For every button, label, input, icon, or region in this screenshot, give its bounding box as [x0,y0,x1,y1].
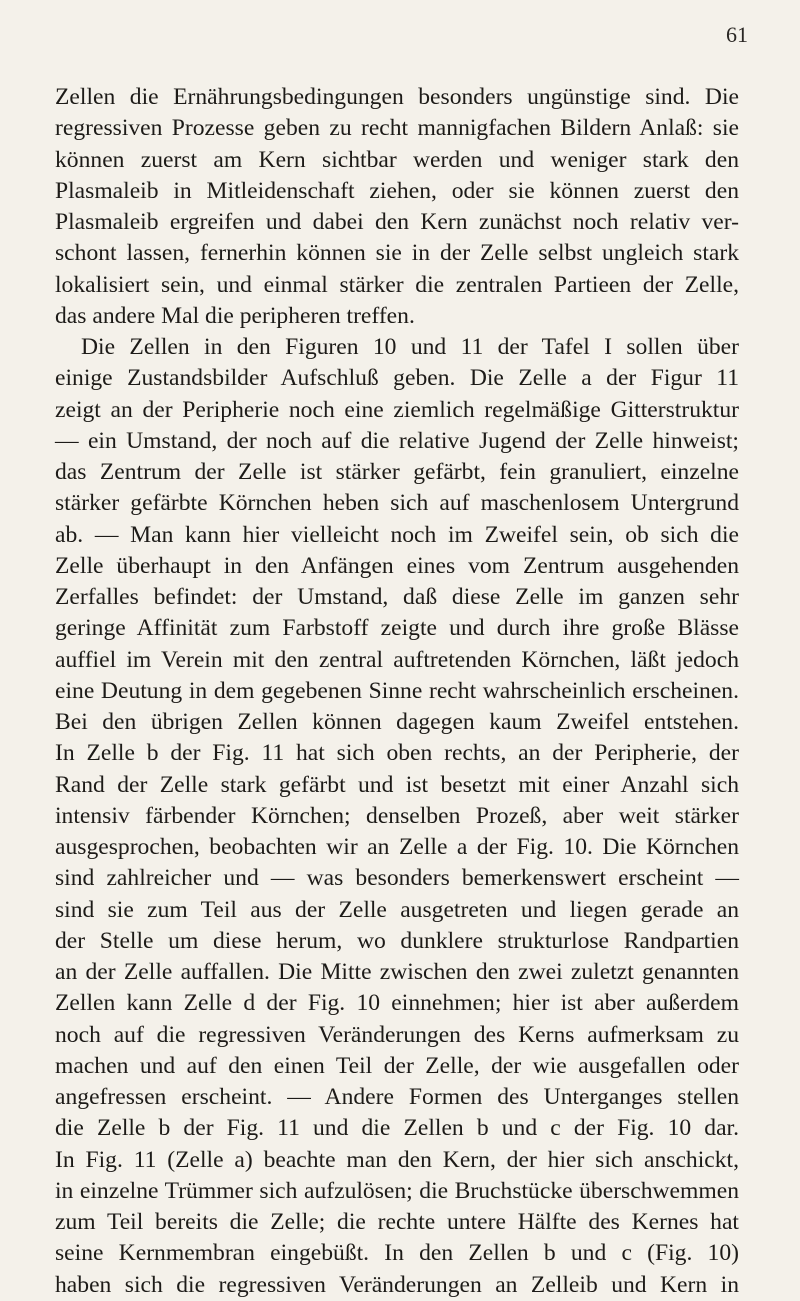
text-line: das Zentrum der Zelle ist stärker gefärbt, fein granuliert, einzelne [55,459,739,485]
text-line: sind sie zum Teil aus der Zelle ausgetreten und liegen gerade an [55,896,739,923]
text-line: das andere Mal die peripheren treffen. [55,302,415,329]
text-line: regressiven Prozesse geben zu recht mannigfachen Bildern Anlaß: sie [55,115,739,142]
text-line: Plasmaleib ergreifen und dabei den Kern zunächst noch relativ ver- [55,209,739,235]
text-line: können zuerst am Kern sichtbar werden und weniger stark den [55,146,739,173]
page-number: 61 [726,22,748,47]
text-line: geringe Affinität zum Farbstoff zeigte und durch ihre große Blässe [55,615,739,642]
text-line: intensiv färbender Körnchen; denselben Prozeß, aber weit stärker [55,802,739,829]
text-line: stärker gefärbte Körnchen heben sich auf maschenlosem Untergrund [55,490,739,517]
text-line: machen und auf den einen Teil der Zelle, der wie ausgefallen oder [55,1052,739,1079]
text-line: noch auf die regressiven Veränderungen des Kerns aufmerksam zu [55,1021,739,1048]
text-line: Zellen kann Zelle d der Fig. 10 einnehmen; hier ist aber außerdem [55,990,739,1017]
text-line: In Fig. 11 (Zelle a) beachte man den Kern, der hier sich anschickt, [55,1146,739,1173]
text-line: Rand der Zelle stark gefärbt und ist besetzt mit einer Anzahl sich [55,771,739,798]
text-line: sind zahlreicher und — was besonders bemerkenswert erscheint — [55,865,739,892]
text-line: zum Teil bereits die Zelle; die rechte untere Hälfte des Kernes hat [55,1209,739,1235]
text-line: ab. — Man kann hier vielleicht noch im Zweifel sein, ob sich die [55,521,739,548]
text-line: lokalisiert sein, und einmal stärker die zentralen Partieen der Zelle, [55,271,739,298]
text-line: an der Zelle auffallen. Die Mitte zwischen den zwei zuletzt genannten [55,959,739,985]
text-line: auffiel im Verein mit den zentral auftretenden Körnchen, läßt jedoch [55,646,739,673]
text-line: Zerfalles befindet: der Umstand, daß diese Zelle im ganzen sehr [55,584,739,610]
text-line: Zellen die Ernährungsbedingungen besonders ungünstige sind. Die [55,84,739,110]
text-line: zeigt an der Peripherie noch eine ziemlich regelmäßige Gitterstruktur [55,396,739,423]
text-line: Bei den übrigen Zellen können dagegen kaum Zweifel entstehen. [55,709,739,735]
text-line: — ein Umstand, der noch auf die relative Jugend der Zelle hinweist; [55,427,739,454]
text-line: die Zelle b der Fig. 11 und die Zellen b und c der Fig. 10 dar. [55,1115,739,1142]
text-line: seine Kernmembran eingebüßt. In den Zellen b und c (Fig. 10) [55,1240,739,1267]
body-text [55,82,739,1301]
text-line: haben sich die regressiven Veränderungen an Zelleib und Kern in [55,1271,739,1298]
text-line: angefressen erscheint. — Andere Formen des Unterganges stellen [55,1084,739,1110]
text-line: einige Zustandsbilder Aufschluß geben. Die Zelle a der Figur 11 [55,365,739,392]
text-line: Die Zellen in den Figuren 10 und 11 der Tafel I sollen über [81,334,739,360]
text-line: Zelle überhaupt in den Anfängen eines vom Zentrum ausgehenden [55,552,739,579]
text-line: ausgesprochen, beobachten wir an Zelle a der Fig. 10. Die Körnchen [55,834,739,860]
text-line: der Stelle um diese herum, wo dunklere strukturlose Randpartien [55,927,739,954]
text-line: in einzelne Trümmer sich aufzulösen; die Bruchstücke überschwemmen [55,1177,739,1204]
text-line: In Zelle b der Fig. 11 hat sich oben rechts, an der Peripherie, der [55,740,739,767]
text-line: schont lassen, fernerhin können sie in der Zelle selbst ungleich stark [55,240,739,267]
text-line: Plasmaleib in Mitleidenschaft ziehen, oder sie können zuerst den [55,177,739,204]
text-line: eine Deutung in dem gegebenen Sinne recht wahrscheinlich erscheinen. [55,677,739,704]
